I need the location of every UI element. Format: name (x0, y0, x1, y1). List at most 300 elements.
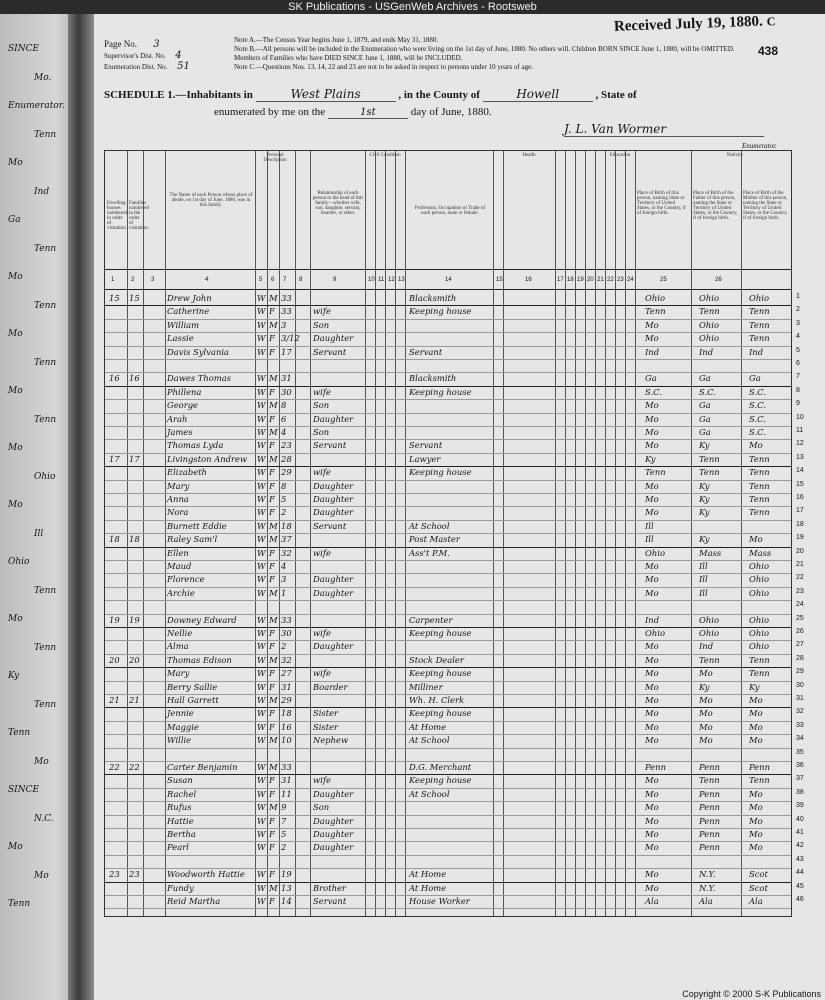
family-number: 21 (129, 695, 140, 705)
table-row (105, 333, 800, 344)
person-sex: F (269, 708, 275, 719)
person-sex: F (269, 681, 275, 692)
birthplace-person: Tenn (645, 306, 666, 317)
person-color: W (257, 494, 266, 504)
previous-page-text: Mo (8, 386, 23, 396)
person-name: Hattie (167, 815, 194, 826)
birthplace-person: Mo (645, 815, 659, 826)
person-sex: M (269, 695, 278, 705)
dwelling-number: 22 (109, 762, 120, 772)
person-color: W (257, 373, 266, 384)
person-age: 18 (281, 708, 292, 719)
birthplace-father: Ohio (699, 319, 719, 330)
person-age: 3 (281, 574, 287, 585)
table-row (105, 654, 804, 665)
person-sex: F (269, 788, 275, 799)
birthplace-mother: Tenn (749, 453, 770, 464)
person-sex: M (269, 614, 278, 625)
person-name: Nora (167, 507, 189, 518)
census-table (104, 150, 804, 917)
family-number: 16 (129, 373, 140, 384)
relationship: Boarder (313, 681, 348, 692)
birthplace-father: Ga (699, 413, 711, 424)
birthplace-father: Ohio (699, 628, 719, 638)
person-name: Maggie (167, 721, 199, 732)
person-age: 29 (281, 695, 292, 705)
person-name: Lassie (167, 333, 194, 344)
birthplace-mother: Tenn (749, 668, 770, 679)
person-age: 11 (281, 788, 292, 799)
table-row (105, 601, 804, 611)
person-name: Berry Sallie (167, 681, 218, 692)
person-sex: F (269, 815, 275, 826)
column-number: 18 (567, 277, 574, 283)
birthplace-father: Ala (699, 896, 713, 906)
previous-page-text: Tenn (34, 414, 57, 425)
column-number: 1 (111, 277, 115, 283)
table-row (105, 561, 804, 571)
person-age: 8 (281, 480, 287, 491)
col-civil: Civil Condition (369, 153, 401, 158)
birthplace-person: Mo (645, 735, 659, 746)
table-row (105, 293, 800, 303)
enumerator-label: Enumerator. (742, 142, 777, 150)
person-name: Susan (167, 775, 193, 786)
person-age: 5 (281, 494, 287, 504)
table-row (105, 882, 804, 893)
birthplace-person: Ohio (645, 293, 665, 303)
line-number: 20 (796, 547, 804, 555)
col-birth-father: Place of Birth of the Father of this person, naming the State or Territory of United States, or the Country, if of foreign birth. (693, 191, 738, 221)
dwelling-number: 20 (109, 654, 120, 665)
line-number: 39 (796, 802, 804, 810)
table-row (105, 386, 800, 397)
person-name: Archie (167, 587, 195, 598)
person-name: Hall Garrett (167, 695, 219, 705)
birthplace-mother: Ohio (749, 628, 769, 638)
occupation: Keeping house (409, 467, 472, 478)
enum-dist-label: Enumeration Dist. No. (104, 63, 168, 71)
column-number: 22 (607, 277, 614, 283)
line-number: 5 (796, 346, 800, 354)
person-name: Livingston Andrew (167, 453, 248, 464)
county-label: , in the County of (398, 89, 480, 101)
person-age: 31 (281, 775, 292, 786)
column-number: 16 (525, 277, 532, 283)
relationship: Brother (313, 882, 346, 893)
table-row (105, 306, 800, 317)
person-name: Mary (167, 668, 190, 679)
person-sex: M (269, 534, 278, 545)
birthplace-mother: Mo (749, 708, 763, 719)
column-number: 21 (597, 277, 604, 283)
line-number: 7 (796, 373, 800, 381)
person-age: 30 (281, 386, 292, 397)
person-color: W (257, 614, 266, 625)
enumerator-signature: J. L. Van Wormer (564, 122, 764, 137)
family-number: 23 (129, 869, 140, 880)
line-number: 19 (796, 534, 804, 542)
table-row (105, 413, 804, 424)
occupation: Post Master (409, 534, 460, 545)
person-age: 4 (281, 427, 287, 437)
birthplace-person: Penn (645, 762, 667, 772)
person-color: W (257, 400, 266, 411)
person-sex: F (269, 494, 275, 504)
birthplace-person: Mo (645, 802, 659, 813)
table-row (105, 668, 804, 679)
birthplace-person: Ind (645, 346, 660, 357)
dwelling-number: 15 (109, 293, 120, 303)
person-color: W (257, 896, 266, 906)
person-sex: F (269, 306, 275, 317)
table-row (105, 641, 804, 652)
person-name: Downey Edward (167, 614, 237, 625)
relationship: wife (313, 467, 331, 478)
person-sex: F (269, 721, 275, 732)
copyright-notice: Copyright © 2000 S-K Publications (682, 989, 821, 999)
person-sex: F (269, 547, 275, 558)
birthplace-father: Ill (699, 574, 708, 585)
occupation: D.G. Merchant (409, 762, 472, 772)
birthplace-person: Ill (645, 520, 654, 531)
column-number: 3 (151, 277, 155, 283)
person-age: 3/12 (281, 333, 300, 344)
person-age: 33 (281, 614, 292, 625)
person-name: Davis Sylvania (167, 346, 230, 357)
person-age: 23 (281, 440, 292, 451)
previous-page-text: Tenn (8, 899, 31, 909)
occupation: Keeping house (409, 628, 472, 638)
person-age: 31 (281, 681, 292, 692)
previous-page-text: Tenn (34, 300, 57, 311)
previous-page-text: Ky (8, 671, 20, 681)
relationship: Daughter (313, 842, 354, 853)
line-number: 4 (796, 333, 800, 341)
birthplace-mother: Tenn (749, 507, 770, 518)
line-number: 40 (796, 815, 804, 823)
person-color: W (257, 842, 266, 853)
table-row (105, 708, 804, 719)
birthplace-person: Ind (645, 614, 660, 625)
person-age: 19 (281, 869, 292, 880)
person-age: 8 (281, 400, 287, 411)
person-sex: F (269, 413, 275, 424)
birthplace-mother: Mo (749, 842, 763, 853)
supervisor-label: Supervisor's Dist. No. (104, 52, 166, 60)
person-color: W (257, 386, 266, 397)
relationship: Son (313, 400, 330, 411)
line-number: 21 (796, 561, 804, 568)
previous-page-text: Ind (34, 186, 50, 197)
occupation: Blacksmith (409, 293, 457, 303)
relationship: wife (313, 547, 331, 558)
birthplace-person: S.C. (645, 386, 662, 397)
birthplace-mother: S.C. (749, 413, 766, 424)
relationship: wife (313, 306, 331, 317)
person-sex: M (269, 453, 278, 464)
occupation: Milliner (409, 681, 443, 692)
person-name: Florence (167, 574, 205, 585)
relationship: Servant (313, 520, 347, 531)
place-name: West Plains (256, 87, 396, 102)
column-number: 2 (131, 277, 135, 283)
table-row (105, 427, 804, 437)
person-color: W (257, 561, 266, 571)
birthplace-mother: Ohio (749, 641, 769, 652)
person-age: 1 (281, 587, 287, 598)
table-row (105, 346, 800, 357)
occupation: Keeping house (409, 708, 472, 719)
birthplace-person: Mo (645, 413, 659, 424)
birthplace-mother: Tenn (749, 654, 770, 665)
person-age: 27 (281, 668, 292, 679)
birthplace-mother: Ky (749, 681, 760, 692)
birthplace-mother: S.C. (749, 386, 766, 397)
previous-page-text: Tenn (8, 728, 31, 738)
birthplace-father: N.Y. (699, 882, 716, 893)
relationship: Daughter (313, 829, 354, 839)
previous-page-text: SINCE (8, 44, 40, 54)
relationship: Son (313, 319, 330, 330)
person-name: Arah (167, 413, 188, 424)
person-name: Rachel (167, 788, 197, 799)
family-number: 19 (129, 614, 140, 625)
enum-dist-value: 51 (177, 61, 190, 72)
person-sex: M (269, 587, 278, 598)
relationship: Daughter (313, 815, 354, 826)
enumeration-day: 1st (328, 107, 408, 119)
relationship: wife (313, 628, 331, 638)
col-dwelling: Dwelling houses numbered in order of visitation. (107, 201, 127, 231)
line-number: 36 (796, 762, 804, 769)
person-color: W (257, 547, 266, 558)
person-name: Thomas Edison (167, 654, 232, 665)
table-row (105, 855, 804, 866)
line-number: 35 (796, 748, 804, 756)
person-name: Burnett Eddie (167, 520, 227, 531)
person-color: W (257, 628, 266, 638)
person-sex: M (269, 735, 278, 746)
person-sex: M (269, 293, 278, 303)
table-row (105, 896, 804, 906)
table-row (105, 534, 804, 545)
birthplace-father: Ga (699, 400, 711, 411)
relationship: Daughter (313, 788, 354, 799)
occupation: Carpenter (409, 614, 453, 625)
person-color: W (257, 788, 266, 799)
person-name: Willie (167, 735, 192, 746)
person-sex: M (269, 427, 278, 437)
table-row (105, 829, 804, 839)
line-number: 22 (796, 574, 804, 582)
note-a: Note A.—The Census Year begins June 1, 1879, and ends May 31, 1880. (234, 36, 439, 44)
line-number: 16 (796, 494, 804, 501)
line-number: 3 (796, 319, 800, 327)
schedule-line (104, 87, 804, 102)
person-age: 14 (281, 896, 292, 906)
birthplace-person: Ga (645, 373, 657, 384)
birthplace-person: Mo (645, 788, 659, 799)
occupation: At School (409, 735, 450, 746)
birthplace-father: Ill (699, 587, 708, 598)
birthplace-father: Penn (699, 802, 721, 813)
line-number: 8 (796, 386, 800, 394)
line-number: 45 (796, 882, 804, 890)
previous-page-text: Mo (8, 158, 23, 168)
previous-page-text: Tenn (34, 243, 57, 254)
dwelling-number: 23 (109, 869, 120, 880)
birthplace-person: Ohio (645, 628, 665, 638)
birthplace-father: Ga (699, 427, 711, 437)
column-number: 24 (627, 277, 634, 283)
previous-page-text: Tenn (34, 357, 57, 368)
birthplace-person: Mo (645, 708, 659, 719)
note-b: Note B.—All persons will be included in the Enumeration who were living on the 1st day of June, 1880. No others will. Children BORN SINCE June 1, 1880, will be OMITTED. Members of Families who have DIED SINCE June 1, 1880, will be INCLUDED. (234, 45, 735, 62)
occupation: Keeping house (409, 668, 472, 679)
birthplace-father: Penn (699, 829, 721, 839)
line-number: 30 (796, 681, 804, 689)
person-age: 6 (281, 413, 287, 424)
person-color: W (257, 507, 266, 518)
person-sex: F (269, 641, 275, 652)
person-name: Alma (167, 641, 189, 652)
birthplace-mother: Tenn (749, 467, 770, 478)
received-stamp: Received July 19, 1880. C (613, 13, 776, 35)
person-color: W (257, 333, 266, 344)
column-number: 26 (715, 277, 722, 283)
person-name: Rufus (167, 802, 192, 813)
table-row (105, 547, 804, 558)
dwelling-number: 19 (109, 614, 120, 625)
person-name: Drew John (167, 293, 212, 303)
person-color: W (257, 587, 266, 598)
column-number: 5 (259, 277, 263, 283)
birthplace-person: Mo (645, 842, 659, 853)
line-number: 17 (796, 507, 804, 515)
col-birth-person: Place of Birth of this person, naming State or Territory of United States, or the Country, if of foreign birth. (637, 191, 686, 216)
occupation: At School (409, 520, 450, 531)
person-name: Reid Martha (167, 896, 221, 906)
birthplace-father: Ind (699, 641, 714, 652)
person-sex: F (269, 440, 275, 451)
birthplace-father: Mo (699, 668, 713, 679)
table-row (105, 614, 804, 625)
person-age: 3 (281, 319, 287, 330)
previous-page-text: Mo (8, 842, 23, 852)
birthplace-father: Ky (699, 440, 710, 451)
person-color: W (257, 346, 266, 357)
birthplace-person: Mo (645, 668, 659, 679)
person-color: W (257, 708, 266, 719)
column-number: 15 (496, 277, 503, 283)
person-sex: F (269, 507, 275, 518)
line-number: 23 (796, 587, 804, 595)
person-sex: M (269, 802, 278, 813)
occupation: Stock Dealer (409, 654, 464, 665)
person-color: W (257, 775, 266, 786)
line-number: 34 (796, 735, 804, 743)
birthplace-mother: Mo (749, 735, 763, 746)
occupation: At School (409, 788, 450, 799)
person-color: W (257, 802, 266, 813)
supervisor-value: 4 (175, 50, 182, 61)
person-color: W (257, 574, 266, 585)
line-number: 1 (796, 293, 800, 300)
birthplace-father: Mo (699, 721, 713, 732)
person-color: W (257, 306, 266, 317)
birthplace-mother: Tenn (749, 775, 770, 786)
person-color: W (257, 815, 266, 826)
occupation: Blacksmith (409, 373, 457, 384)
person-name: Raley Sam'l (167, 534, 218, 545)
birthplace-mother: Tenn (749, 494, 770, 504)
person-color: W (257, 480, 266, 491)
table-row (105, 360, 800, 370)
person-sex: M (269, 520, 278, 531)
line-number: 27 (796, 641, 804, 649)
birthplace-mother: Mass (749, 547, 772, 558)
previous-page-text: Mo (8, 443, 23, 453)
person-name: Mary (167, 480, 190, 491)
previous-page-text: Ill (34, 528, 44, 539)
column-number: 11 (378, 277, 385, 283)
birthplace-mother: Scot (749, 869, 768, 880)
relationship: Son (313, 427, 330, 437)
line-number: 33 (796, 721, 804, 729)
birthplace-mother: Mo (749, 534, 763, 545)
person-color: W (257, 654, 266, 665)
relationship: Servant (313, 440, 347, 451)
birthplace-person: Mo (645, 319, 659, 330)
relationship: Nephew (313, 735, 349, 746)
relationship: Daughter (313, 507, 354, 518)
table-row (105, 574, 804, 585)
relationship: Daughter (313, 494, 354, 504)
sheet-number: 438 (758, 44, 779, 58)
birthplace-father: Penn (699, 842, 721, 853)
person-sex: F (269, 561, 275, 571)
birthplace-father: Mo (699, 708, 713, 719)
line-number: 44 (796, 869, 804, 877)
birthplace-person: Mo (645, 440, 659, 451)
census-notes (234, 36, 754, 72)
relationship: wife (313, 775, 331, 786)
family-number: 20 (129, 654, 140, 665)
birthplace-person: Mo (645, 695, 659, 705)
birthplace-father: Ohio (699, 614, 719, 625)
previous-page-text: Mo. (34, 72, 52, 83)
person-age: 9 (281, 802, 287, 813)
person-name: Dawes Thomas (167, 373, 232, 384)
person-age: 29 (281, 467, 292, 478)
column-number: 20 (587, 277, 594, 283)
previous-page-text: Tenn (34, 585, 57, 596)
birthplace-mother: Ohio (749, 561, 769, 571)
person-age: 32 (281, 547, 292, 558)
person-age: 33 (281, 306, 292, 317)
birthplace-father: Ga (699, 373, 711, 384)
line-number: 32 (796, 708, 804, 716)
person-age: 5 (281, 829, 287, 839)
line-number: 2 (796, 306, 800, 314)
person-sex: F (269, 829, 275, 839)
person-name: Bertha (167, 829, 196, 839)
person-age: 16 (281, 721, 292, 732)
previous-page-text: Ohio (8, 557, 30, 567)
archive-title: SK Publications - USGenWeb Archives - Rootsweb (288, 1, 537, 13)
previous-page-text: Tenn (34, 642, 57, 653)
